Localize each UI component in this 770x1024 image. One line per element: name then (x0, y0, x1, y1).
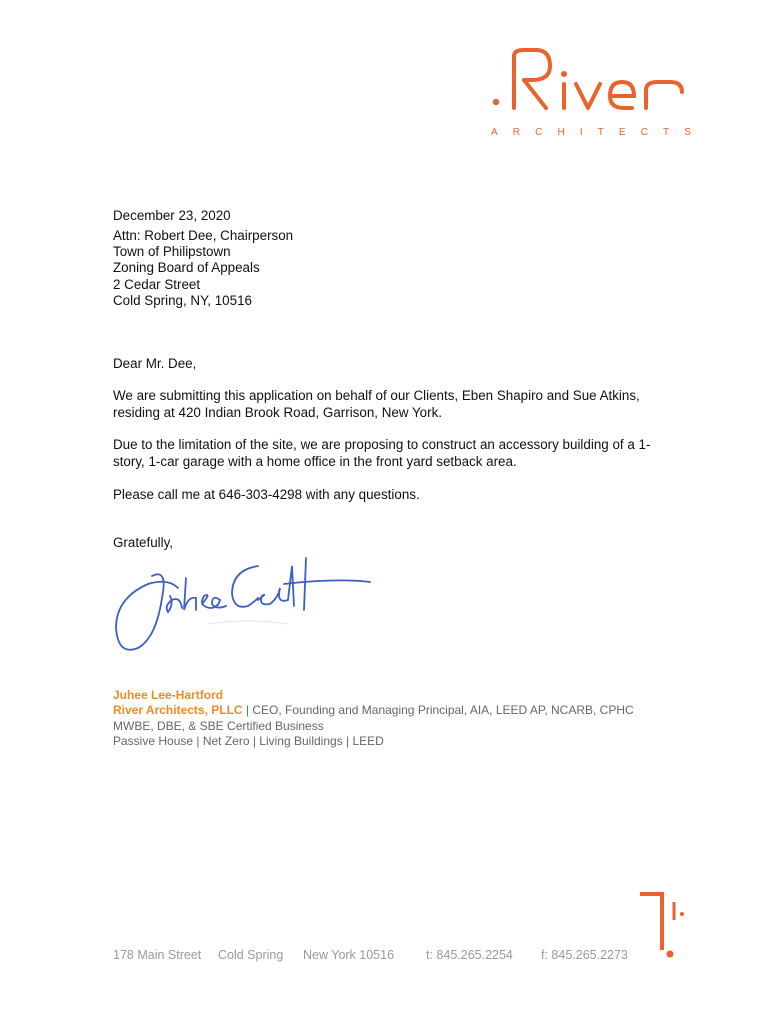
letter-date: December 23, 2020 (113, 208, 231, 224)
logo-letter: T (597, 127, 604, 138)
signer-name: Juhee Lee-Hartford (113, 688, 224, 702)
footer-street: 178 Main Street (113, 948, 202, 962)
river-monogram-icon (630, 884, 690, 964)
footer-phone: t: 845.265.2254 (426, 948, 513, 962)
logo-letter: I (579, 127, 583, 138)
paragraph-3: Please call me at 646-303-4298 with any questions. (113, 487, 420, 503)
address-line: Cold Spring, NY, 10516 (113, 292, 252, 308)
logo-letter: S (684, 127, 691, 138)
address-line: Attn: Robert Dee, Chairperson (113, 228, 294, 243)
signer-title-line (113, 703, 634, 718)
address-line: 2 Cedar Street (113, 276, 201, 292)
firm-name: River Architects, PLLC (113, 703, 243, 718)
address-line: Town of Philipstown (113, 244, 231, 260)
logo-subtitle (491, 127, 691, 138)
signer-title: | CEO, Founding and Managing Principal, AIA, LEED AP, NCARB, CPHC (242, 703, 634, 718)
logo-letter: C (535, 127, 543, 138)
recipient-address (113, 228, 293, 309)
logo-letter: R (512, 127, 521, 138)
signature-block (113, 688, 634, 749)
footer-fax: f: 845.265.2273 (541, 948, 628, 962)
logo-letter: E (618, 127, 626, 138)
logo-letter: C (640, 127, 648, 138)
salutation: Dear Mr. Dee, (113, 356, 197, 372)
handwritten-signature (108, 548, 388, 668)
logo-letter: H (557, 127, 565, 138)
paragraph-2: Due to the limitation of the site, we are proposing to construct an accessory building of a 1-story, 1-car garage with a home office in the front yard setback area. (113, 437, 651, 469)
footer-state: New York 10516 (303, 948, 395, 962)
logo-letter: A (491, 127, 498, 138)
certifications: MWBE, DBE, & SBE Certified Business (113, 718, 324, 733)
closing: Gratefully, (113, 535, 174, 551)
specialties: Passive House | Net Zero | Living Buildings | LEED (113, 733, 384, 748)
address-line: Zoning Board of Appeals (113, 260, 260, 276)
footer-town: Cold Spring (218, 948, 284, 962)
paragraph-1: We are submitting this application on behalf of our Clients, Eben Shapiro and Sue Atkins, residing at 420 Indian Brook Road, Garrison, New York. (113, 388, 640, 420)
logo-letter: T (663, 127, 670, 138)
